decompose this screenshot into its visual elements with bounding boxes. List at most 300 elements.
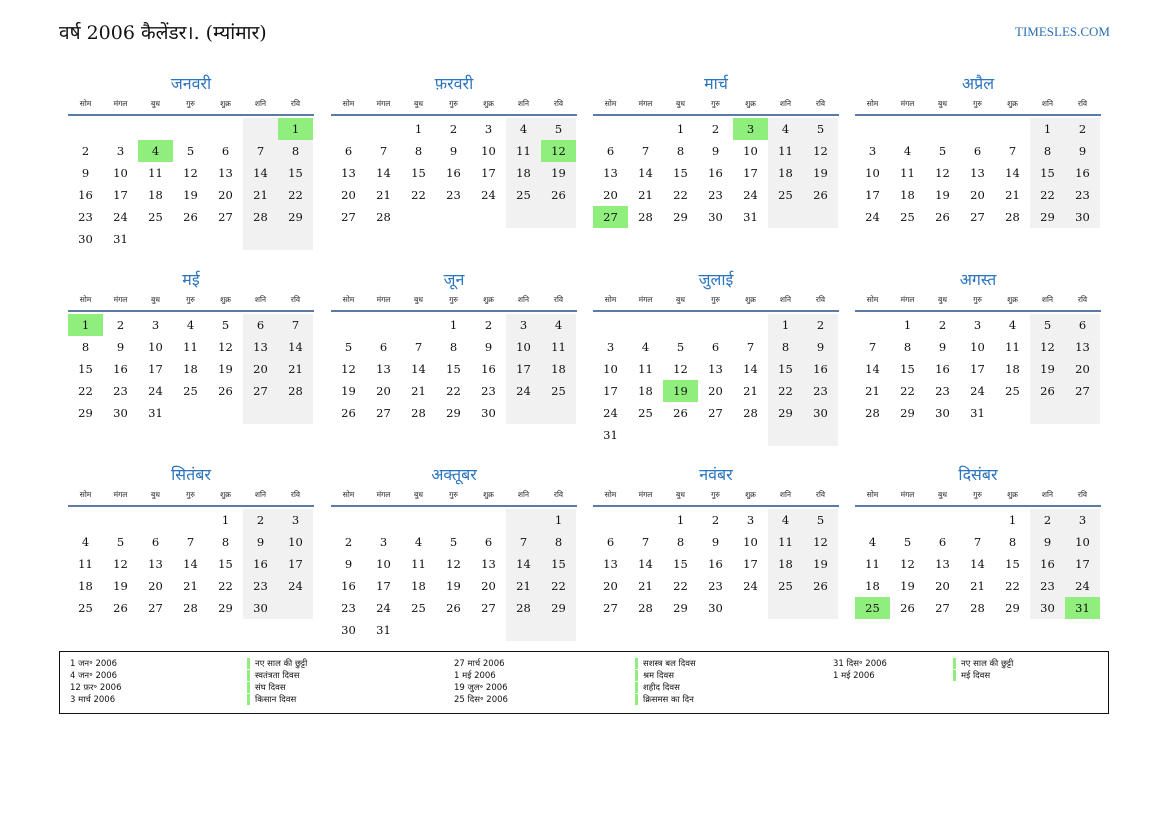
empty-cell — [698, 314, 733, 336]
day-cell: 26 — [541, 184, 576, 206]
empty-cell — [208, 228, 243, 250]
day-cell: 21 — [743, 384, 758, 398]
day-cell: 24 — [148, 384, 163, 398]
page-title: वर्ष 2006 कैलेंडर।. (म्यांमार) — [59, 22, 267, 44]
holiday-name: शहीद दिवस — [635, 682, 680, 693]
day-cell: 13 — [148, 557, 163, 571]
day-cell: 24 — [865, 210, 880, 224]
weekday-label: सोम — [342, 490, 355, 499]
day-cell: 8 — [903, 340, 912, 354]
weekday-label: रवि — [290, 295, 301, 304]
weekday-label: बुध — [151, 99, 160, 108]
day-cell: 31 — [148, 406, 163, 420]
empty-cell — [593, 118, 628, 140]
day-cell: 9 — [116, 340, 125, 354]
day-cell: 13 — [243, 336, 278, 358]
day-cell: 6 — [344, 144, 353, 158]
day-cell: 23 — [113, 384, 128, 398]
weekday-header — [68, 294, 314, 312]
day-cell: 17 — [481, 166, 496, 180]
empty-cell — [803, 424, 838, 446]
day-cell: 29 — [78, 406, 93, 420]
empty-cell — [768, 424, 803, 446]
day-cell: 8 — [676, 535, 685, 549]
day-cell: 9 — [81, 166, 90, 180]
weekday-header — [593, 294, 839, 312]
day-cell: 6 — [379, 340, 388, 354]
day-cell: 7 — [1008, 144, 1017, 158]
day-cell: 22 — [446, 384, 461, 398]
day-cell: 2 — [344, 535, 353, 549]
day-grid — [855, 314, 1101, 424]
day-cell: 23 — [481, 384, 496, 398]
month-calendar — [855, 268, 1101, 424]
day-cell: 14 — [865, 362, 880, 376]
day-cell: 10 — [278, 531, 313, 553]
day-cell: 11 — [768, 140, 803, 162]
day-cell: 17 — [743, 557, 758, 571]
weekday-label: शनि — [517, 295, 530, 304]
day-cell: 23 — [1065, 184, 1100, 206]
empty-cell — [1030, 402, 1065, 424]
holiday-name: संघ दिवस — [247, 682, 286, 693]
empty-cell — [506, 619, 541, 641]
weekday-label: मंगल — [900, 490, 915, 499]
weekday-label: मंगल — [113, 490, 128, 499]
weekday-label: सोम — [866, 490, 879, 499]
day-cell: 7 — [868, 340, 877, 354]
day-cell: 20 — [603, 188, 618, 202]
month-name: सितंबर — [171, 465, 211, 484]
day-cell: 16 — [243, 553, 278, 575]
day-cell: 26 — [900, 601, 915, 615]
empty-cell — [331, 509, 366, 531]
empty-cell — [138, 509, 173, 531]
day-cell: 21 — [278, 358, 313, 380]
empty-cell — [768, 206, 803, 228]
weekday-label: रवि — [1077, 295, 1088, 304]
day-cell: 30 — [708, 601, 723, 615]
day-cell: 25 — [900, 210, 915, 224]
weekday-header — [855, 98, 1101, 116]
day-cell: 25 — [1005, 384, 1020, 398]
site-link[interactable]: TIMESLES.COM — [1015, 24, 1110, 39]
day-cell: 4 — [414, 535, 423, 549]
day-cell: 7 — [641, 144, 650, 158]
day-cell: 20 — [218, 188, 233, 202]
day-cell: 30 — [935, 406, 950, 420]
day-cell: 22 — [411, 188, 426, 202]
day-cell: 28 — [970, 601, 985, 615]
day-grid — [68, 118, 314, 250]
day-cell: 1 — [414, 122, 423, 136]
day-cell: 16 — [935, 362, 950, 376]
month-name: फ़रवरी — [434, 74, 474, 93]
day-cell: 8 — [81, 340, 90, 354]
day-cell: 6 — [484, 535, 493, 549]
day-cell: 23 — [243, 575, 278, 597]
day-cell: 21 — [411, 384, 426, 398]
day-cell: 9 — [803, 336, 838, 358]
weekday-label: शुक्र — [1007, 490, 1018, 499]
month-calendar — [68, 72, 314, 250]
day-cell: 19 — [218, 362, 233, 376]
day-cell: 13 — [935, 557, 950, 571]
weekday-label: सोम — [79, 490, 92, 499]
day-cell: 1 — [278, 118, 313, 140]
day-cell: 21 — [638, 579, 653, 593]
day-cell: 5 — [186, 144, 195, 158]
day-cell: 2 — [1030, 509, 1065, 531]
day-cell: 1 — [449, 318, 458, 332]
day-cell: 8 — [449, 340, 458, 354]
day-cell: 5 — [803, 118, 838, 140]
day-cell: 14 — [638, 557, 653, 571]
day-cell: 10 — [148, 340, 163, 354]
day-cell: 21 — [638, 188, 653, 202]
day-cell: 7 — [414, 340, 423, 354]
day-cell: 15 — [446, 362, 461, 376]
month-name: मार्च — [704, 74, 728, 93]
weekday-label: रवि — [815, 99, 826, 108]
day-cell: 12 — [1030, 336, 1065, 358]
day-cell: 1 — [676, 513, 685, 527]
weekday-label: बुध — [938, 490, 947, 499]
day-cell: 19 — [341, 384, 356, 398]
day-cell: 3 — [506, 314, 541, 336]
weekday-header — [331, 489, 577, 507]
day-cell: 17 — [1065, 553, 1100, 575]
empty-cell — [138, 118, 173, 140]
day-grid — [331, 118, 577, 228]
weekday-label: शनि — [517, 99, 530, 108]
day-cell: 18 — [865, 579, 880, 593]
day-cell: 8 — [221, 535, 230, 549]
empty-cell — [628, 118, 663, 140]
weekday-label: गुरु — [449, 490, 458, 499]
day-cell: 25 — [148, 210, 163, 224]
month-name: अक्तूबर — [431, 465, 477, 484]
day-cell: 14 — [970, 557, 985, 571]
empty-cell — [541, 619, 576, 641]
empty-cell — [68, 118, 103, 140]
day-cell: 3 — [151, 318, 160, 332]
weekday-label: गुरु — [973, 295, 982, 304]
day-cell: 24 — [743, 188, 758, 202]
day-cell: 21 — [376, 188, 391, 202]
day-cell: 20 — [341, 188, 356, 202]
weekday-label: शुक्र — [220, 99, 231, 108]
empty-cell — [995, 118, 1030, 140]
day-cell: 5 — [449, 535, 458, 549]
month-calendar — [331, 268, 577, 424]
weekday-label: गुरु — [973, 490, 982, 499]
day-cell: 25 — [768, 184, 803, 206]
empty-cell — [733, 314, 768, 336]
day-cell: 18 — [183, 362, 198, 376]
day-cell: 17 — [148, 362, 163, 376]
empty-cell — [855, 314, 890, 336]
day-cell: 16 — [341, 579, 356, 593]
holiday-legend — [59, 651, 1109, 714]
weekday-label: रवि — [1077, 490, 1088, 499]
day-cell: 10 — [506, 336, 541, 358]
day-cell: 18 — [411, 579, 426, 593]
day-cell: 25 — [78, 601, 93, 615]
day-cell: 24 — [278, 575, 313, 597]
day-cell: 3 — [116, 144, 125, 158]
day-cell: 4 — [903, 144, 912, 158]
day-cell: 29 — [673, 601, 688, 615]
weekday-label: मंगल — [376, 99, 391, 108]
weekday-label: मंगल — [113, 99, 128, 108]
day-cell: 6 — [973, 144, 982, 158]
day-cell: 4 — [768, 509, 803, 531]
day-cell: 7 — [243, 140, 278, 162]
day-cell: 26 — [1030, 380, 1065, 402]
day-cell: 19 — [183, 188, 198, 202]
weekday-label: शुक्र — [1007, 295, 1018, 304]
day-cell: 10 — [603, 362, 618, 376]
day-cell: 29 — [1005, 601, 1020, 615]
day-cell: 14 — [376, 166, 391, 180]
day-cell: 14 — [183, 557, 198, 571]
empty-cell — [925, 118, 960, 140]
empty-cell — [173, 509, 208, 531]
day-cell: 31 — [970, 406, 985, 420]
day-cell: 27 — [341, 210, 356, 224]
holiday-date: 3 मार्च 2006 — [70, 695, 116, 705]
day-cell: 15 — [1030, 162, 1065, 184]
day-cell: 31 — [603, 428, 618, 442]
day-cell: 23 — [341, 601, 356, 615]
day-cell: 22 — [1030, 184, 1065, 206]
weekday-label: सोम — [866, 295, 879, 304]
day-grid — [68, 509, 314, 619]
empty-cell — [436, 206, 471, 228]
day-cell: 22 — [900, 384, 915, 398]
day-cell: 22 — [1005, 579, 1020, 593]
weekday-header — [331, 98, 577, 116]
weekday-label: गुरु — [711, 295, 720, 304]
day-cell: 13 — [603, 166, 618, 180]
day-cell: 16 — [708, 166, 723, 180]
day-cell: 12 — [900, 557, 915, 571]
empty-cell — [471, 509, 506, 531]
holiday-date: 25 दिस॰ 2006 — [454, 695, 508, 705]
day-cell: 14 — [278, 336, 313, 358]
day-cell: 21 — [865, 384, 880, 398]
day-cell: 16 — [446, 166, 461, 180]
day-cell: 11 — [768, 531, 803, 553]
day-cell: 20 — [603, 579, 618, 593]
day-cell: 10 — [113, 166, 128, 180]
day-cell: 24 — [376, 601, 391, 615]
day-cell: 23 — [446, 188, 461, 202]
day-cell: 18 — [900, 188, 915, 202]
empty-cell — [925, 509, 960, 531]
day-cell: 15 — [541, 553, 576, 575]
holiday-name: नए साल की छुट्टी — [953, 658, 1013, 669]
day-cell: 30 — [341, 623, 356, 637]
empty-cell — [401, 509, 436, 531]
day-cell: 5 — [344, 340, 353, 354]
day-cell: 14 — [743, 362, 758, 376]
holiday-name: क्रिसमस का दिन — [635, 694, 694, 705]
weekday-label: शनि — [254, 99, 267, 108]
weekday-label: मंगल — [638, 490, 653, 499]
day-cell: 12 — [541, 140, 576, 162]
day-cell: 31 — [113, 232, 128, 246]
day-cell: 17 — [865, 188, 880, 202]
month-calendar — [68, 463, 314, 619]
weekday-header — [593, 489, 839, 507]
day-cell: 1 — [68, 314, 103, 336]
day-cell: 30 — [481, 406, 496, 420]
day-cell: 15 — [1005, 557, 1020, 571]
day-cell: 3 — [973, 318, 982, 332]
weekday-label: मंगल — [113, 295, 128, 304]
day-cell: 19 — [541, 162, 576, 184]
day-cell: 1 — [903, 318, 912, 332]
day-cell: 13 — [603, 557, 618, 571]
day-cell: 14 — [243, 162, 278, 184]
day-cell: 2 — [243, 509, 278, 531]
day-cell: 11 — [183, 340, 198, 354]
month-calendar — [855, 72, 1101, 228]
empty-cell — [68, 509, 103, 531]
day-cell: 26 — [341, 406, 356, 420]
day-cell: 4 — [138, 140, 173, 162]
day-cell: 6 — [711, 340, 720, 354]
weekday-label: शनि — [1041, 490, 1054, 499]
day-cell: 25 — [506, 184, 541, 206]
empty-cell — [506, 509, 541, 531]
day-cell: 23 — [935, 384, 950, 398]
day-cell: 9 — [344, 557, 353, 571]
day-cell: 20 — [1065, 358, 1100, 380]
weekday-header — [331, 294, 577, 312]
day-cell: 26 — [446, 601, 461, 615]
holiday-name: मई दिवस — [953, 670, 990, 681]
day-cell: 25 — [541, 380, 576, 402]
weekday-label: रवि — [553, 295, 564, 304]
empty-cell — [733, 597, 768, 619]
empty-cell — [278, 228, 313, 250]
day-cell: 18 — [541, 358, 576, 380]
holiday-date: 4 जन॰ 2006 — [70, 671, 118, 681]
day-cell: 9 — [449, 144, 458, 158]
weekday-label: रवि — [290, 490, 301, 499]
holiday-date: 1 जन॰ 2006 — [70, 659, 118, 669]
day-cell: 12 — [218, 340, 233, 354]
day-cell: 19 — [803, 553, 838, 575]
day-cell: 23 — [708, 579, 723, 593]
empty-cell — [733, 424, 768, 446]
day-cell: 12 — [113, 557, 128, 571]
empty-cell — [663, 424, 698, 446]
day-cell: 24 — [970, 384, 985, 398]
day-cell: 6 — [151, 535, 160, 549]
day-cell: 10 — [865, 166, 880, 180]
empty-cell — [995, 402, 1030, 424]
weekday-label: बुध — [676, 99, 685, 108]
month-name: अगस्त — [959, 270, 997, 289]
day-cell: 2 — [938, 318, 947, 332]
day-cell: 17 — [603, 384, 618, 398]
day-cell: 11 — [1005, 340, 1020, 354]
day-cell: 24 — [743, 579, 758, 593]
day-cell: 22 — [673, 579, 688, 593]
day-cell: 29 — [446, 406, 461, 420]
day-cell: 11 — [638, 362, 653, 376]
day-cell: 17 — [506, 358, 541, 380]
day-cell: 24 — [1065, 575, 1100, 597]
day-cell: 18 — [78, 579, 93, 593]
day-cell: 26 — [218, 384, 233, 398]
day-cell: 28 — [278, 380, 313, 402]
day-cell: 26 — [803, 184, 838, 206]
day-cell: 8 — [1008, 535, 1017, 549]
day-cell: 5 — [803, 509, 838, 531]
day-cell: 16 — [803, 358, 838, 380]
day-cell: 21 — [243, 184, 278, 206]
day-cell: 27 — [708, 406, 723, 420]
empty-cell — [103, 118, 138, 140]
day-cell: 30 — [78, 232, 93, 246]
day-cell: 21 — [1005, 188, 1020, 202]
day-cell: 7 — [973, 535, 982, 549]
day-cell: 11 — [148, 166, 163, 180]
empty-cell — [768, 597, 803, 619]
day-cell: 28 — [183, 601, 198, 615]
empty-cell — [138, 228, 173, 250]
day-cell: 1 — [1030, 118, 1065, 140]
month-calendar — [593, 72, 839, 228]
weekday-header — [68, 98, 314, 116]
day-cell: 13 — [708, 362, 723, 376]
weekday-label: मंगल — [638, 295, 653, 304]
day-cell: 23 — [1030, 575, 1065, 597]
day-cell: 3 — [278, 509, 313, 531]
weekday-label: शनि — [254, 490, 267, 499]
day-cell: 1 — [676, 122, 685, 136]
empty-cell — [401, 314, 436, 336]
day-cell: 19 — [663, 380, 698, 402]
day-cell: 2 — [116, 318, 125, 332]
day-cell: 14 — [411, 362, 426, 376]
day-cell: 6 — [1065, 314, 1100, 336]
day-cell: 3 — [733, 118, 768, 140]
day-cell: 2 — [449, 122, 458, 136]
day-cell: 9 — [484, 340, 493, 354]
day-cell: 13 — [341, 166, 356, 180]
day-cell: 1 — [1008, 513, 1017, 527]
month-name: जून — [443, 270, 465, 289]
day-cell: 2 — [81, 144, 90, 158]
day-cell: 9 — [711, 144, 720, 158]
empty-cell — [593, 314, 628, 336]
weekday-label: बुध — [151, 295, 160, 304]
weekday-label: गुरु — [186, 99, 195, 108]
weekday-label: शुक्र — [1007, 99, 1018, 108]
day-cell: 17 — [743, 166, 758, 180]
day-cell: 30 — [708, 210, 723, 224]
day-cell: 22 — [541, 575, 576, 597]
empty-cell — [628, 314, 663, 336]
day-cell: 10 — [970, 340, 985, 354]
day-cell: 8 — [278, 140, 313, 162]
